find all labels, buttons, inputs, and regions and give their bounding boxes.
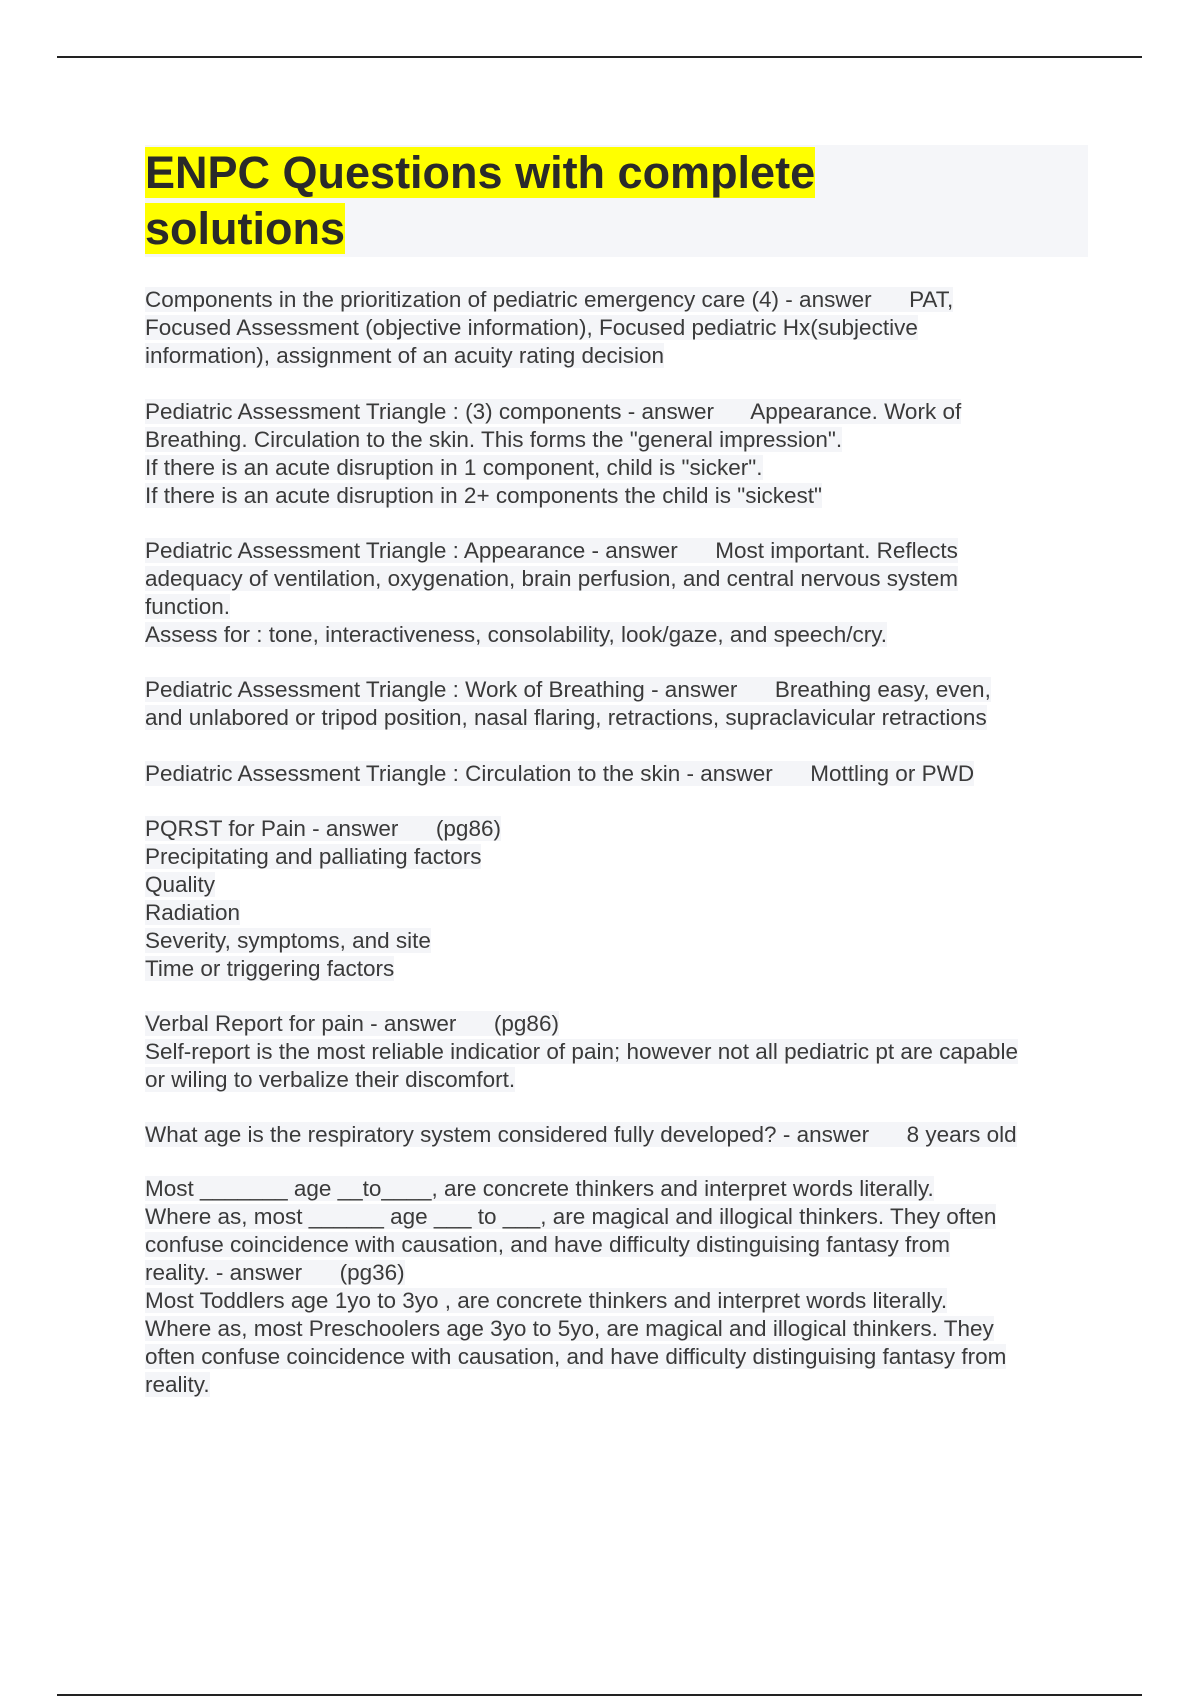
qa-text: reality. - answer (pg36) [145, 1260, 405, 1285]
qa-text: Pediatric Assessment Triangle : Appearance - answer Most important. Reflects [145, 538, 958, 563]
qa-text: Most Toddlers age 1yo to 3yo , are concrete thinkers and interpret words literally. [145, 1288, 948, 1313]
qa-line [145, 537, 958, 565]
qa-line [145, 1343, 1006, 1371]
qa-text: Focused Assessment (objective information), Focused pediatric Hx(subjective [145, 315, 918, 340]
qa-text: or wiling to verbalize their discomfort. [145, 1067, 516, 1092]
qa-text: Verbal Report for pain - answer (pg86) [145, 1011, 559, 1036]
qa-text: Most _______ age __to____, are concrete thinkers and interpret words literally. [145, 1176, 934, 1201]
qa-text: Assess for : tone, interactiveness, consolability, look/gaze, and speech/cry. [145, 622, 888, 647]
qa-item [145, 760, 974, 788]
qa-text: confuse coincidence with causation, and have difficulty distinguising fantasy from [145, 1232, 951, 1257]
qa-line [145, 1259, 1006, 1287]
qa-text: Where as, most ______ age ___ to ___, are magical and illogical thinkers. They often [145, 1204, 997, 1229]
qa-line [145, 482, 961, 510]
qa-line [145, 843, 501, 871]
qa-line [145, 871, 501, 899]
title-box [145, 145, 1088, 257]
qa-line [145, 314, 953, 342]
qa-text: Breathing. Circulation to the skin. This forms the "general impression". [145, 427, 843, 452]
qa-text: Pediatric Assessment Triangle : Work of Breathing - answer Breathing easy, even, [145, 677, 991, 702]
qa-text: What age is the respiratory system considered fully developed? - answer 8 years old [145, 1122, 1017, 1147]
qa-text: adequacy of ventilation, oxygenation, brain perfusion, and central nervous system [145, 566, 958, 591]
qa-text: If there is an acute disruption in 1 component, child is "sicker". [145, 455, 763, 480]
qa-line [145, 621, 958, 649]
qa-text: Radiation [145, 900, 241, 925]
qa-line [145, 760, 974, 788]
qa-line [145, 1038, 1018, 1066]
qa-item [145, 676, 991, 732]
qa-text: Time or triggering factors [145, 956, 395, 981]
qa-item [145, 1010, 1018, 1094]
qa-line [145, 1287, 1006, 1315]
qa-item [145, 286, 953, 370]
qa-line [145, 1371, 1006, 1399]
qa-line [145, 398, 961, 426]
qa-line [145, 927, 501, 955]
qa-line [145, 286, 953, 314]
qa-item [145, 398, 961, 510]
qa-item [145, 1121, 1017, 1149]
qa-item [145, 537, 958, 649]
qa-line [145, 454, 961, 482]
qa-line [145, 1010, 1018, 1038]
qa-text: Quality [145, 872, 216, 897]
qa-text: Severity, symptoms, and site [145, 928, 431, 953]
qa-text: information), assignment of an acuity rating decision [145, 343, 665, 368]
qa-line [145, 704, 991, 732]
title-line: solutions [145, 203, 345, 254]
qa-line [145, 1121, 1017, 1149]
qa-text: Pediatric Assessment Triangle : Circulation to the skin - answer Mottling or PWD [145, 761, 975, 786]
qa-line [145, 426, 961, 454]
qa-text: often confuse coincidence with causation, and have difficulty distinguising fantasy from [145, 1344, 1007, 1369]
qa-line [145, 342, 953, 370]
qa-text: Components in the prioritization of pediatric emergency care (4) - answer PAT, [145, 287, 954, 312]
qa-text: Where as, most Preschoolers age 3yo to 5yo, are magical and illogical thinkers. They [145, 1316, 994, 1341]
qa-text: and unlabored or tripod position, nasal flaring, retractions, supraclavicular retractions [145, 705, 987, 730]
qa-item [145, 815, 501, 983]
qa-line [145, 565, 958, 593]
qa-text: Pediatric Assessment Triangle : (3) components - answer Appearance. Work of [145, 399, 962, 424]
qa-line [145, 1066, 1018, 1094]
qa-line [145, 955, 501, 983]
qa-line [145, 815, 501, 843]
qa-line [145, 1175, 1006, 1203]
bottom-rule [57, 1694, 1142, 1696]
qa-text: Precipitating and palliating factors [145, 844, 482, 869]
page-title [145, 145, 1088, 257]
qa-line [145, 676, 991, 704]
qa-text: PQRST for Pain - answer (pg86) [145, 816, 501, 841]
qa-text: function. [145, 594, 231, 619]
qa-text: If there is an acute disruption in 2+ components the child is "sickest" [145, 483, 822, 508]
qa-line [145, 1231, 1006, 1259]
qa-line [145, 593, 958, 621]
qa-text: Self-report is the most reliable indicatior of pain; however not all pediatric pt are capable [145, 1039, 1018, 1064]
qa-line [145, 899, 501, 927]
top-rule [57, 56, 1142, 58]
title-line: ENPC Questions with complete [145, 147, 816, 198]
qa-line [145, 1203, 1006, 1231]
qa-item [145, 1175, 1006, 1399]
qa-line [145, 1315, 1006, 1343]
qa-text: reality. [145, 1372, 210, 1397]
